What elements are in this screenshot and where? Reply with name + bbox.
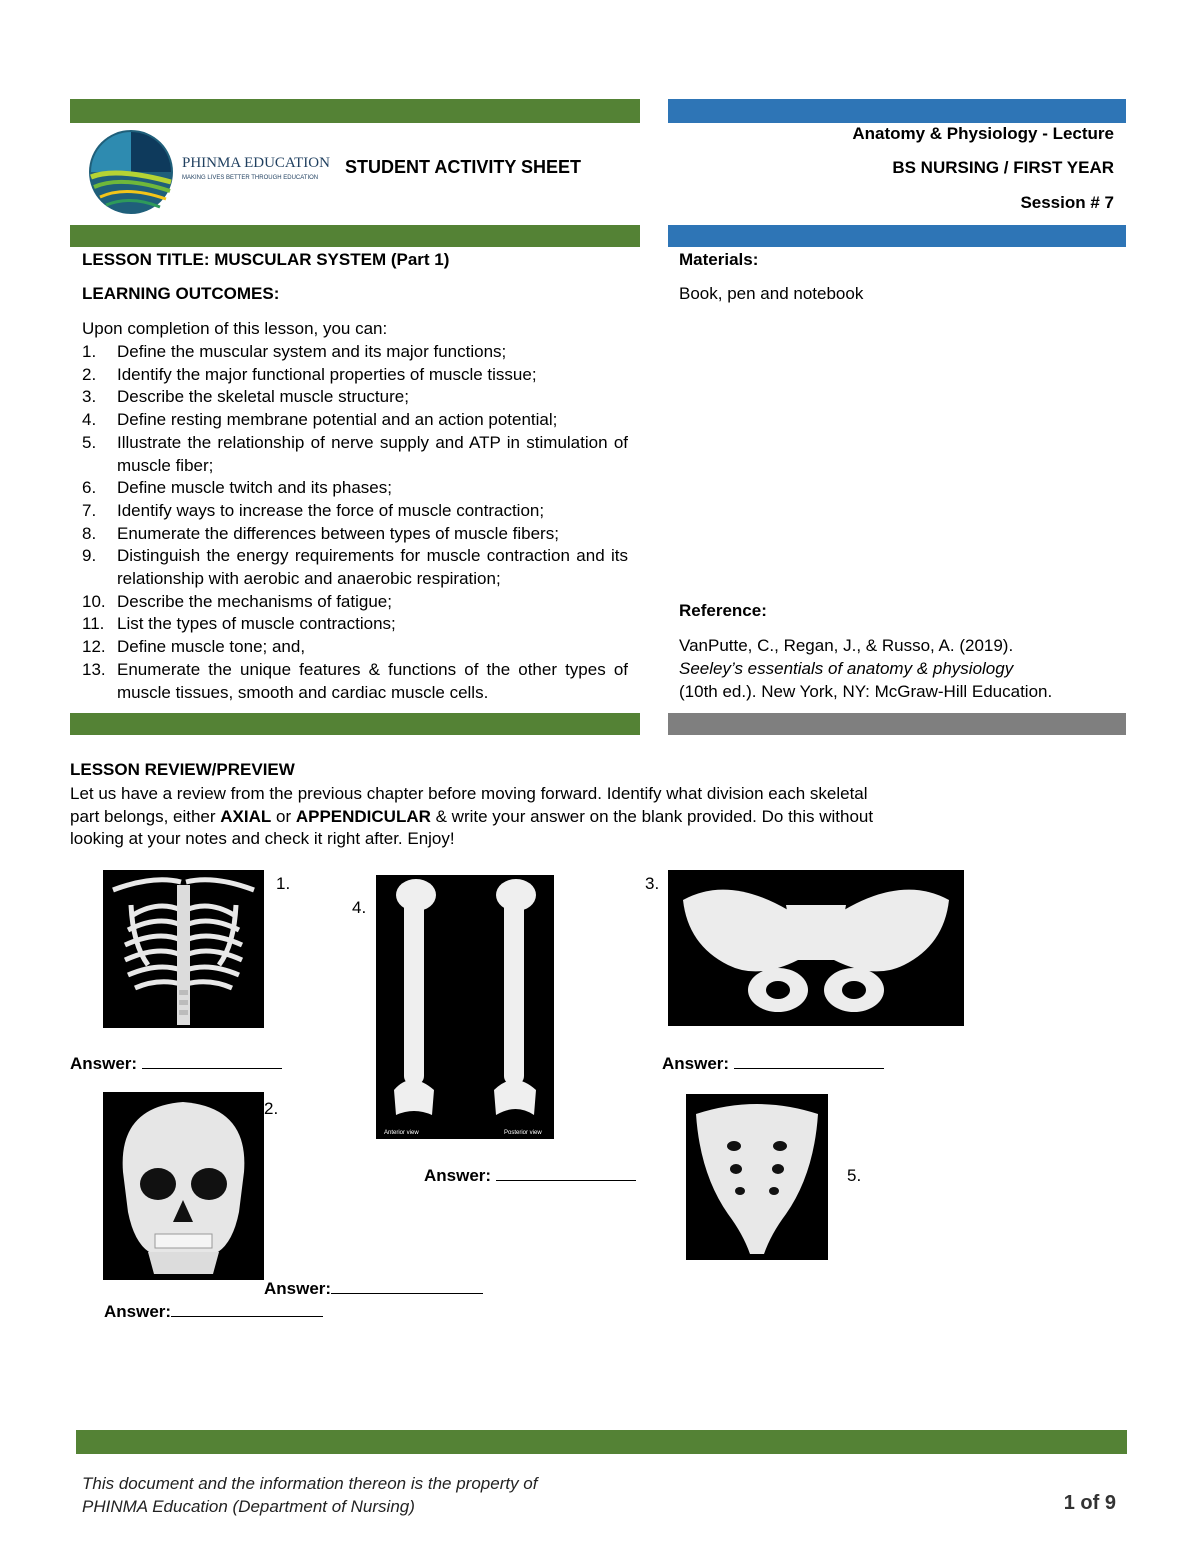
answer-3: Answer: [662,1054,884,1074]
answer-2: Answer: [104,1302,323,1322]
answer-blank-2a[interactable] [331,1279,483,1294]
session-label: Session # 7 [1020,193,1114,212]
footer-note: This document and the information thereon is the property of PHINMA Education (Department of Nursing) [82,1474,538,1516]
reference-book-title: Seeley’s essentials of anatomy & physiology [679,659,1014,678]
list-item: 1. Define the muscular system and its major functions; [82,342,507,361]
answer-2a: Answer: [264,1279,483,1299]
list-item: 9. Distinguish the energy requirements for muscle contraction and its relationship with aerobic and anaerobic respiration; [82,546,628,589]
reference-heading: Reference: [679,601,767,620]
answer-blank-1[interactable] [142,1054,282,1069]
course-title: Anatomy & Physiology - Lecture [852,124,1114,143]
item-number-3: 3. [645,874,660,893]
list-item: 7. Identify ways to increase the force of muscle contraction; [82,500,545,520]
title-bar-left [70,225,640,247]
sheet-title: STUDENT ACTIVITY SHEET [345,157,582,177]
logo-tagline: MAKING LIVES BETTER THROUGH EDUCATION [182,175,319,181]
outcomes-heading: LEARNING OUTCOMES: [82,284,280,303]
humerus-anterior-caption: Anterior view [384,1130,419,1136]
list-item: 10. Describe the mechanisms of fatigue; [82,591,392,611]
list-item: 12. Define muscle tone; and, [82,637,306,657]
header-bar-left [70,99,640,123]
ribcage-image [103,870,264,1028]
item-number-1: 1. [276,874,291,893]
phinma-logo-icon [86,127,176,217]
program-label: BS NURSING / FIRST YEAR [892,158,1114,177]
item-number-4: 4. [352,898,367,917]
list-item: 13. Enumerate the unique features & functions of the other types of muscle tissues, smooth and cardiac muscle cells. [82,659,628,702]
materials-text: Book, pen and notebook [679,284,864,303]
outcomes-intro: Upon completion of this lesson, you can: [82,319,388,338]
sacrum-image [686,1094,828,1260]
reference-line-1: VanPutte, C., Regan, J., & Russo, A. (2019). [679,636,1014,655]
answer-blank-2[interactable] [171,1302,323,1317]
humerus-posterior-caption: Posterior view [504,1130,542,1136]
list-item: 2. Identify the major functional properties of muscle tissue; [82,364,537,384]
lesson-bottom-bar-left [70,713,640,735]
phinma-logo [86,127,331,217]
outcomes-list [82,341,628,704]
materials-heading: Materials: [679,250,759,269]
lesson-bottom-bar-right [668,713,1126,735]
lesson-title: LESSON TITLE: MUSCULAR SYSTEM (Part 1) [82,250,450,269]
answer-blank-3[interactable] [734,1054,884,1069]
header-bar-right [668,99,1126,123]
skull-image [103,1092,264,1280]
item-number-5: 5. [847,1166,862,1185]
page-number: 1 of 9 [1063,1492,1116,1514]
list-item: 8. Enumerate the differences between types of muscle fibers; [82,523,559,543]
footer-bar [76,1430,1127,1454]
list-item: 5. Illustrate the relationship of nerve supply and ATP in stimulation of muscle fiber; [82,432,628,475]
list-item: 11. List the types of muscle contractions; [82,614,396,634]
list-item: 4. Define resting membrane potential and an action potential; [82,410,558,430]
answer-1: Answer: [70,1054,282,1074]
review-instructions: Let us have a review from the previous chapter before moving forward. Identify what division each skeletal part belongs, either AXIAL or APPENDICULAR & write your answer on the blank provided. Do this without looking at your notes and check it right after. Enjoy! [70,784,874,848]
reference-line-3: (10th ed.). New York, NY: McGraw-Hill Education. [679,682,1053,701]
list-item: 3. Describe the skeletal muscle structure; [82,387,409,407]
list-item: 6. Define muscle twitch and its phases; [82,478,392,498]
answer-blank-4[interactable] [496,1166,636,1181]
logo-name: PHINMA EDUCATION [182,155,330,171]
humerus-image [376,875,554,1139]
review-heading: LESSON REVIEW/PREVIEW [70,760,295,779]
pelvis-image [668,870,964,1026]
title-bar-right [668,225,1126,247]
answer-4: Answer: [424,1166,636,1186]
item-number-2: 2. [264,1099,279,1118]
